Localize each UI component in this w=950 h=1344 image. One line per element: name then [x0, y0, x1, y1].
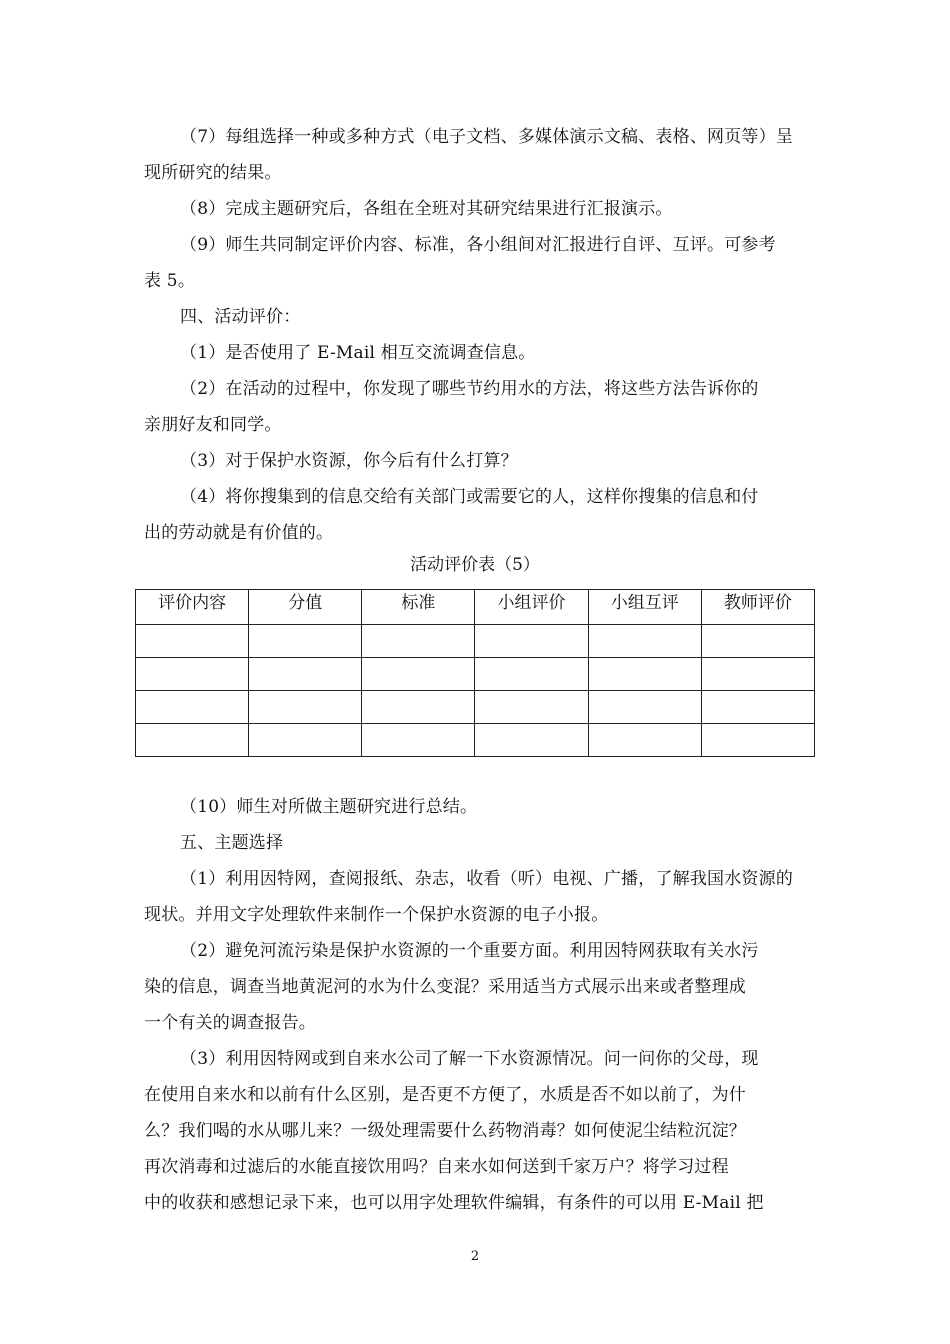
topic-1-line-2: 现状。并用文字处理软件来制作一个保护水资源的电子小报。	[144, 905, 609, 925]
table-cell	[136, 724, 249, 757]
evaluation-item-2-line-1: （2）在活动的过程中，你发现了哪些节约用水的方法，将这些方法告诉你的	[180, 379, 759, 399]
topic-3-line-5: 中的收获和感想记录下来，也可以用字处理软件编辑，有条件的可以用 E-Mail 把	[144, 1193, 764, 1213]
header-content: 评价内容	[136, 590, 249, 625]
topic-2-line-1: （2）避免河流污染是保护水资源的一个重要方面。利用因特网获取有关水污	[180, 941, 759, 961]
evaluation-table	[135, 589, 815, 757]
table-cell	[588, 691, 701, 724]
table-cell	[475, 625, 588, 658]
evaluation-item-4-line-1: （4）将你搜集到的信息交给有关部门或需要它的人，这样你搜集的信息和付	[180, 487, 759, 507]
table-row	[136, 658, 815, 691]
table-cell	[701, 658, 814, 691]
header-peer-eval: 小组互评	[588, 590, 701, 625]
header-teacher-eval: 教师评价	[701, 590, 814, 625]
table-cell	[362, 658, 475, 691]
section-heading-evaluation: 四、活动评价：	[180, 307, 301, 327]
topic-1-line-1: （1）利用因特网，查阅报纸、杂志，收看（听）电视、广播，了解我国水资源的	[180, 869, 794, 889]
topic-3-line-2: 在使用自来水和以前有什么区别，是否更不方便了，水质是否不如以前了，为什	[144, 1085, 746, 1105]
table-header-row	[136, 590, 815, 625]
header-standard: 标准	[362, 590, 475, 625]
table-cell	[362, 691, 475, 724]
table-cell	[701, 691, 814, 724]
table-cell	[588, 658, 701, 691]
evaluation-item-4-line-2: 出的劳动就是有价值的。	[144, 523, 334, 543]
paragraph-9-line-1: （9）师生共同制定评价内容、标准，各小组间对汇报进行自评、互评。可参考	[180, 235, 776, 255]
table-cell	[701, 625, 814, 658]
table-cell	[362, 625, 475, 658]
paragraph-8: （8）完成主题研究后，各组在全班对其研究结果进行汇报演示。	[180, 199, 673, 219]
table-row	[136, 625, 815, 658]
table-row	[136, 691, 815, 724]
table-cell	[249, 625, 362, 658]
paragraph-10: （10）师生对所做主题研究进行总结。	[180, 797, 478, 817]
table-cell	[249, 658, 362, 691]
table-cell	[588, 625, 701, 658]
table-cell	[475, 691, 588, 724]
header-score: 分值	[249, 590, 362, 625]
table-caption: 活动评价表（5）	[410, 555, 540, 575]
table-cell	[136, 691, 249, 724]
table-row	[136, 724, 815, 757]
evaluation-item-2-line-2: 亲朋好友和同学。	[144, 415, 282, 435]
table-cell	[701, 724, 814, 757]
paragraph-9-line-2: 表 5。	[144, 271, 196, 291]
paragraph-7-line-1: （7）每组选择一种或多种方式（电子文档、多媒体演示文稿、表格、网页等）呈	[180, 127, 794, 147]
table-cell	[136, 658, 249, 691]
table-cell	[475, 724, 588, 757]
table-cell	[588, 724, 701, 757]
topic-3-line-4: 再次消毒和过滤后的水能直接饮用吗？自来水如何送到千家万户？将学习过程	[144, 1157, 729, 1177]
table-cell	[475, 658, 588, 691]
header-self-eval: 小组评价	[475, 590, 588, 625]
evaluation-item-3: （3）对于保护水资源，你今后有什么打算？	[180, 451, 518, 471]
page-number: 2	[470, 1249, 480, 1264]
topic-2-line-2: 染的信息，调查当地黄泥河的水为什么变混？采用适当方式展示出来或者整理成	[144, 977, 746, 997]
table-cell	[136, 625, 249, 658]
topic-3-line-3: 么？我们喝的水从哪儿来？一级处理需要什么药物消毒？如何使泥尘结粒沉淀？	[144, 1121, 746, 1141]
table-cell	[249, 724, 362, 757]
table-cell	[362, 724, 475, 757]
section-heading-topics: 五、主题选择	[180, 833, 284, 853]
evaluation-item-1: （1）是否使用了 E-Mail 相互交流调查信息。	[180, 343, 536, 363]
topic-3-line-1: （3）利用因特网或到自来水公司了解一下水资源情况。问一问你的父母，现	[180, 1049, 759, 1069]
topic-2-line-3: 一个有关的调查报告。	[144, 1013, 316, 1033]
table-cell	[249, 691, 362, 724]
paragraph-7-line-2: 现所研究的结果。	[144, 163, 282, 183]
